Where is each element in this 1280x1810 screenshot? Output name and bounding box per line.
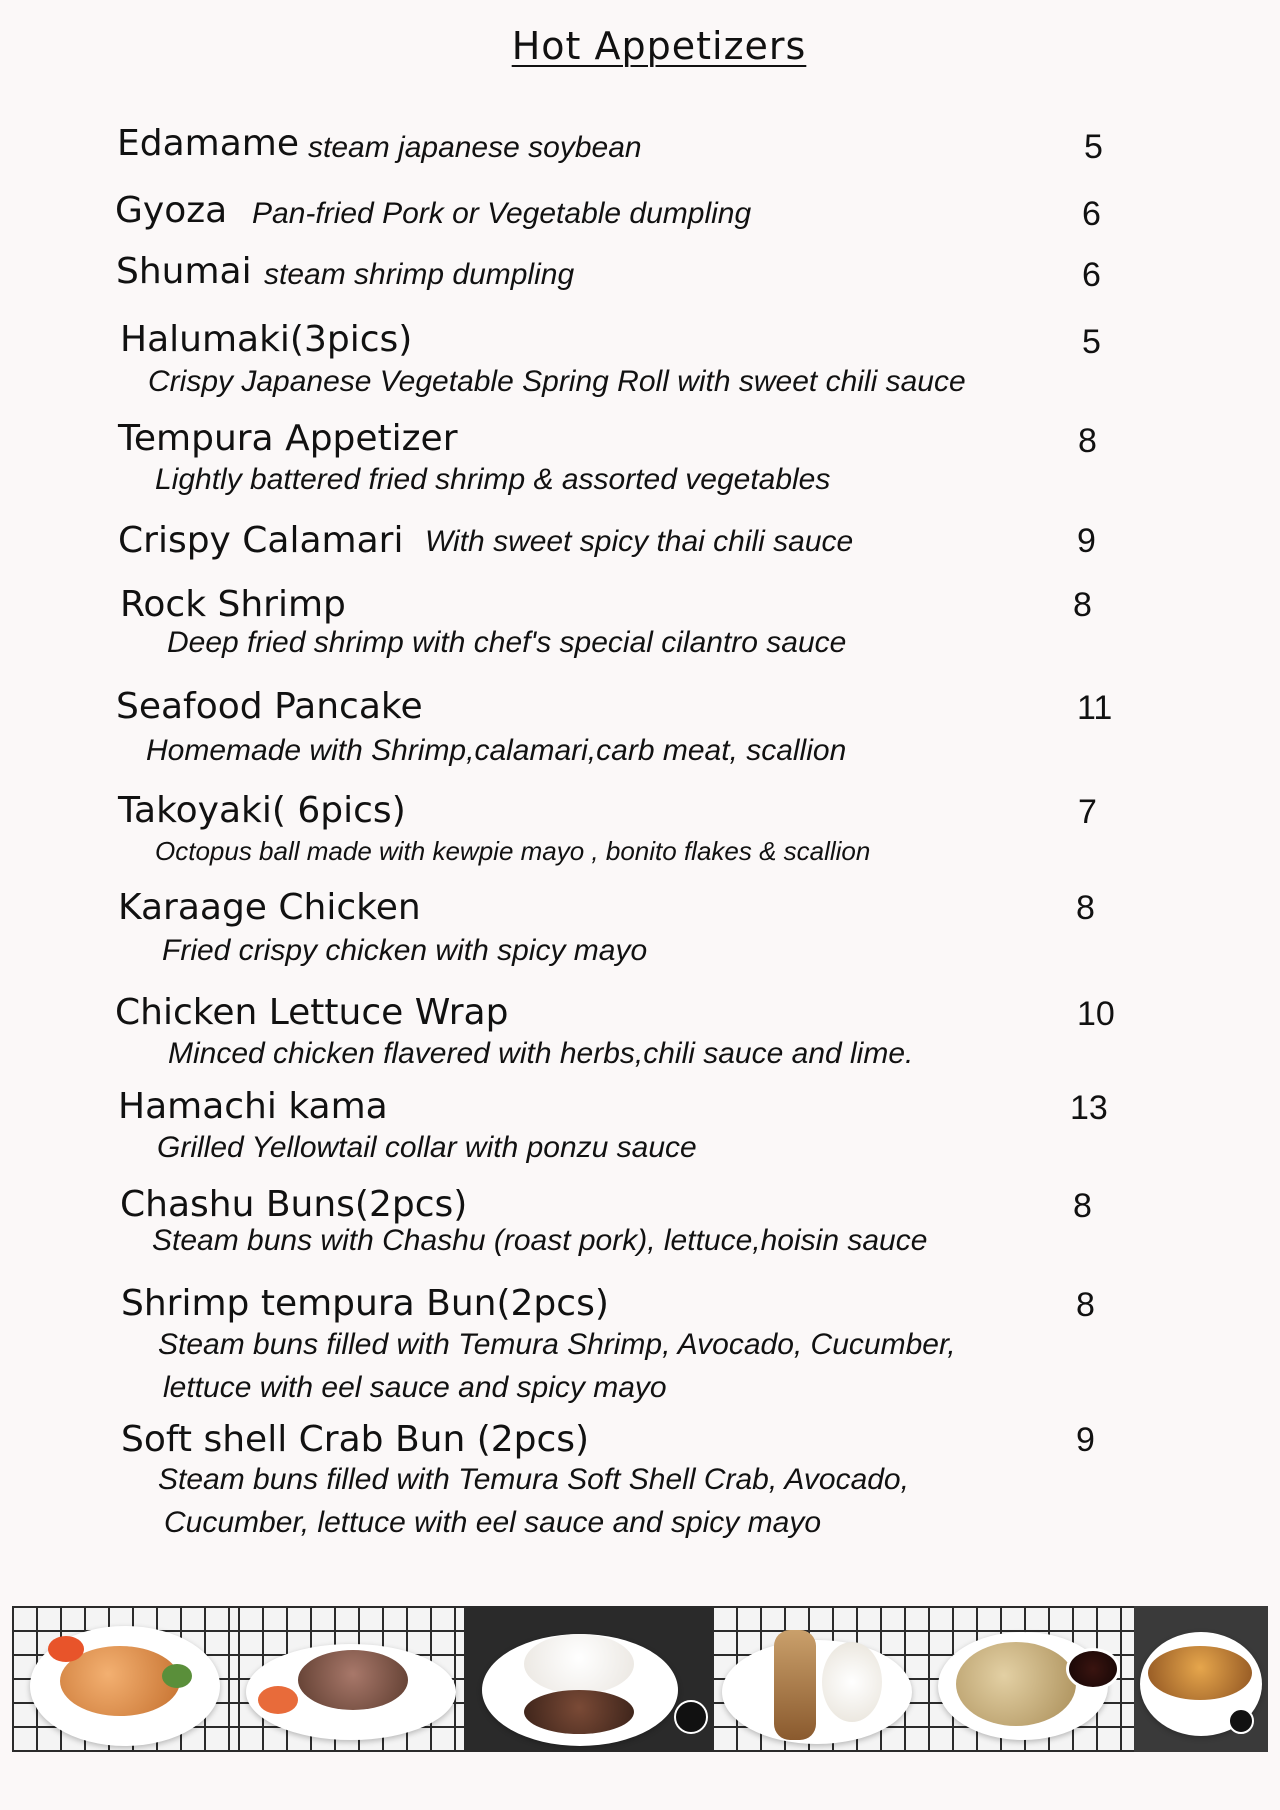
- item-name: Gyoza: [115, 190, 228, 231]
- item-description: Steam buns with Chashu (roast pork), lettuce,hoisin sauce: [152, 1224, 928, 1257]
- item-price: 5: [1084, 128, 1103, 166]
- item-description: steam shrimp dumpling: [264, 258, 575, 291]
- item-price: 8: [1076, 1286, 1095, 1324]
- item-description: Pan-fried Pork or Vegetable dumpling: [252, 197, 752, 230]
- skewer-buns-photo: [712, 1606, 928, 1752]
- item-description: Cucumber, lettuce with eel sauce and spicy mayo: [164, 1506, 821, 1539]
- seafood-pancake-photo: [928, 1606, 1134, 1752]
- item-description: Steam buns filled with Temura Soft Shell Crab, Avocado,: [158, 1463, 909, 1496]
- crab-bun-photo: [1134, 1606, 1268, 1752]
- item-name: Chicken Lettuce Wrap: [115, 992, 509, 1033]
- item-name: Edamame: [117, 123, 300, 164]
- food-photo-strip: [12, 1606, 1268, 1752]
- item-price: 6: [1082, 256, 1101, 294]
- item-name: Seafood Pancake: [116, 686, 423, 727]
- item-price: 8: [1078, 422, 1097, 460]
- item-price: 10: [1077, 995, 1115, 1033]
- item-description: With sweet spicy thai chili sauce: [425, 525, 854, 558]
- item-price: 9: [1077, 522, 1096, 560]
- item-price: 8: [1076, 889, 1095, 927]
- item-description: Fried crispy chicken with spicy mayo: [162, 934, 648, 967]
- item-name: Shrimp tempura Bun(2pcs): [121, 1283, 609, 1324]
- restaurant-logo-icon: [1228, 1708, 1254, 1734]
- rock-shrimp-dish-photo: [12, 1606, 238, 1752]
- item-description: Minced chicken flavered with herbs,chili sauce and lime.: [168, 1037, 914, 1070]
- item-name: Chashu Buns(2pcs): [120, 1184, 468, 1225]
- item-description: steam japanese soybean: [308, 131, 642, 164]
- item-name: Crispy Calamari: [118, 520, 404, 561]
- item-price: 6: [1082, 195, 1101, 233]
- item-description: Homemade with Shrimp,calamari,carb meat, scallion: [146, 734, 847, 767]
- item-name: Soft shell Crab Bun (2pcs): [121, 1419, 590, 1460]
- item-description: Octopus ball made with kewpie mayo , bonito flakes & scallion: [155, 836, 871, 866]
- item-name: Takoyaki( 6pics): [118, 790, 406, 831]
- takoyaki-dish-photo: [238, 1606, 464, 1752]
- item-price: 13: [1070, 1089, 1108, 1127]
- item-name: Halumaki(3pics): [120, 319, 413, 360]
- chashu-bun-photo: [464, 1606, 712, 1752]
- item-name: Karaage Chicken: [118, 887, 421, 928]
- item-name: Shumai: [116, 251, 252, 292]
- item-price: 9: [1076, 1421, 1095, 1459]
- item-price: 5: [1082, 323, 1101, 361]
- item-description: Crispy Japanese Vegetable Spring Roll with sweet chili sauce: [148, 365, 966, 398]
- item-description: Lightly battered fried shrimp & assorted vegetables: [155, 463, 831, 496]
- item-name: Tempura Appetizer: [118, 418, 458, 459]
- item-description: lettuce with eel sauce and spicy mayo: [163, 1371, 667, 1404]
- item-price: 11: [1077, 689, 1113, 727]
- item-price: 7: [1078, 793, 1097, 831]
- item-price: 8: [1073, 1187, 1092, 1225]
- item-name: Hamachi kama: [118, 1086, 388, 1127]
- item-description: Grilled Yellowtail collar with ponzu sauce: [157, 1131, 697, 1164]
- item-description: Deep fried shrimp with chef's special cilantro sauce: [167, 626, 847, 659]
- item-description: Steam buns filled with Temura Shrimp, Avocado, Cucumber,: [158, 1328, 956, 1361]
- item-name: Rock Shrimp: [120, 584, 346, 625]
- item-price: 8: [1073, 586, 1092, 624]
- restaurant-logo-icon: [674, 1700, 708, 1734]
- page-title: Hot Appetizers: [511, 24, 807, 68]
